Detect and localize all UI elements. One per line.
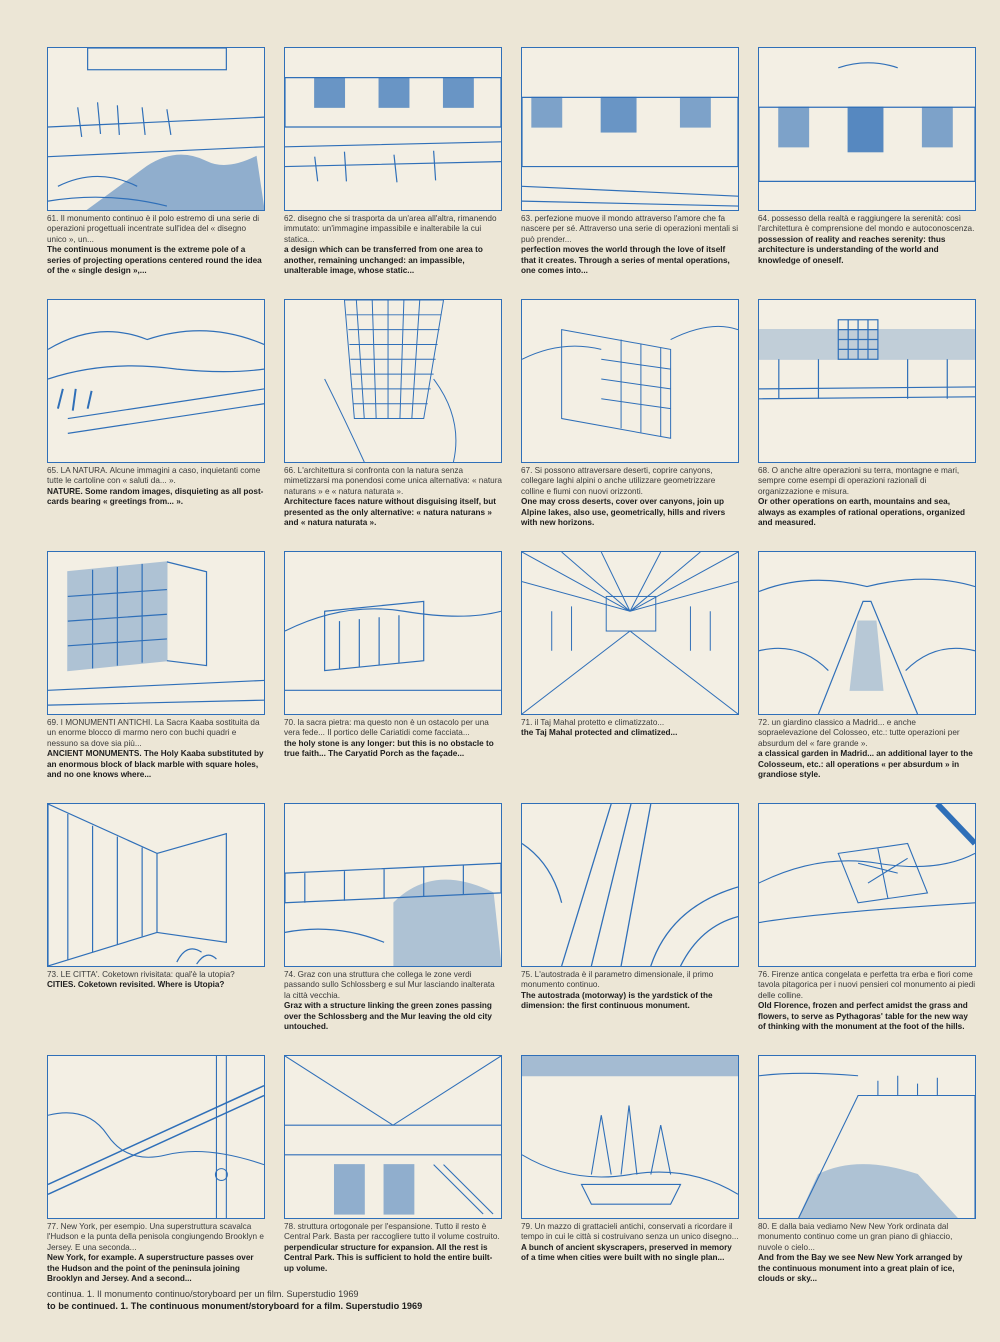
panel-61-italian: 61. Il monumento continuo è il polo estremo di una serie di operazioni progettuali incentrate sull'idea del « disegno unico », un... xyxy=(47,214,260,244)
panel-80-italian: 80. E dalla baia vediamo New New York ordinata dal monumento continuo come un gran piano di ghiaccio, nuvole o cielo... xyxy=(758,1222,953,1252)
panel-62-italian: 62. disegno che si trasporta da un'area all'altra, rimanendo immutato: un'immagine impassibile e inalterabile la cui statica... xyxy=(284,214,497,244)
panel-79-drawing xyxy=(521,1055,739,1219)
panel-63 xyxy=(521,47,739,299)
panel-71 xyxy=(521,551,739,803)
panel-76-drawing xyxy=(758,803,976,967)
panel-63-italian: 63. perfezione muove il mondo attraverso l'amore che fa nascere per sé. Attraverso una serie di operazioni mentali si può prender... xyxy=(521,214,739,244)
panel-61-drawing xyxy=(47,47,265,211)
panel-70-english: the holy stone is any longer: but this is no obstacle to true faith... The Caryatid Porch as the façade... xyxy=(284,738,494,759)
panel-74-drawing xyxy=(284,803,502,967)
panel-76-italian: 76. Firenze antica congelata e perfetta tra erba e fiori come tavola pitagorica per i nuovi pensieri col monumento ai piedi delle colline. xyxy=(758,970,976,1000)
panel-67-drawing xyxy=(521,299,739,463)
panel-63-english: perfection moves the world through the love of itself that it creates. Through a series of mental operations, one comes into... xyxy=(521,245,730,276)
panel-77-italian: 77. New York, per esempio. Una superstruttura scavalca l'Hudson e la punta della penisola congiungendo Brooklyn e Jersey. E una seconda... xyxy=(47,1222,264,1252)
panel-75-italian: 75. L'autostrada è il parametro dimensionale, il primo monumento continuo. xyxy=(521,970,714,990)
footer-caption xyxy=(47,1289,422,1312)
panel-69-english: ANCIENT MONUMENTS. The Holy Kaaba substituted by an enormous block of black marble with square holes, and no one knows where... xyxy=(47,749,264,780)
panel-75-english: The autostrada (motorway) is the yardstick of the dimension: the first continuous monument. xyxy=(521,990,713,1011)
panel-77-drawing xyxy=(47,1055,265,1219)
footer-italian: continua. 1. Il monumento continuo/storyboard per un film. Superstudio 1969 xyxy=(47,1289,359,1299)
panel-77-english: New York, for example. A superstructure passes over the Hudson and the point of the peninsula joining Brooklyn and Jersey. And a second... xyxy=(47,1253,254,1284)
panel-64-drawing xyxy=(758,47,976,211)
panel-72-english: a classical garden in Madrid... an additional layer to the Colosseum, etc.: all operations « per absurdum » in grandiose style. xyxy=(758,749,973,780)
panel-79 xyxy=(521,1055,739,1307)
panel-65-drawing xyxy=(47,299,265,463)
panel-67-english: One may cross deserts, cover over canyons, join up Alpine lakes, also use, geometrically, hills and rivers with new horizons. xyxy=(521,497,726,528)
panel-77 xyxy=(47,1055,265,1307)
panel-71-english: the Taj Mahal protected and climatized... xyxy=(521,728,678,738)
panel-78-drawing xyxy=(284,1055,502,1219)
panel-68-italian: 68. O anche altre operazioni su terra, montagne e mari, sempre come esempi di operazioni razionali di organizzazione e misura. xyxy=(758,466,960,496)
panel-69-drawing xyxy=(47,551,265,715)
panel-72-drawing xyxy=(758,551,976,715)
panel-80-english: And from the Bay we see New New York arranged by the continuous monument into a great plain of ice, clouds or sky... xyxy=(758,1253,963,1284)
panel-64-english: possession of reality and reaches serenity: thus architecture is understanding of the world and knowledge of oneself. xyxy=(758,234,946,265)
panel-62-drawing xyxy=(284,47,502,211)
panel-68-english: Or other operations on earth, mountains and sea, always as examples of rational operations, organized and measured. xyxy=(758,497,966,528)
panel-80-drawing xyxy=(758,1055,976,1219)
panel-67 xyxy=(521,299,739,551)
panel-76-english: Old Florence, frozen and perfect amidst the grass and flowers, to serve as Pythagoras' table for the new way of thinking with the monument at the foot of the hills. xyxy=(758,1001,968,1032)
panel-71-drawing xyxy=(521,551,739,715)
panel-76 xyxy=(758,803,976,1055)
footer-english: to be continued. 1. The continuous monument/storyboard for a film. Superstudio 1969 xyxy=(47,1300,423,1311)
panel-68-drawing xyxy=(758,299,976,463)
panel-69-italian: 69. I MONUMENTI ANTICHI. La Sacra Kaaba sostituita da un enorme blocco di marmo nero con buchi quadri e nessuno sa dove sia più... xyxy=(47,718,260,748)
panel-64-italian: 64. possesso della realtà e raggiungere la serenità: così l'architettura è comprensione del mondo e autoconoscenza. xyxy=(758,214,975,234)
panel-69 xyxy=(47,551,265,803)
panel-63-drawing xyxy=(521,47,739,211)
panel-70-drawing xyxy=(284,551,502,715)
panel-74 xyxy=(284,803,502,1055)
panel-67-italian: 67. Si possono attraversare deserti, coprire canyons, collegare laghi alpini o anche utilizzare geometrizzare colline e fiumi con nuovi orizzonti. xyxy=(521,466,716,496)
panel-73 xyxy=(47,803,265,1055)
panel-66-italian: 66. L'architettura si confronta con la natura senza mimetizzarsi ma ponendosi come unica alternativa: « natura naturans » e « natura naturata ». xyxy=(284,466,502,496)
panel-73-italian: 73. LE CITTA'. Coketown rivisitata: qual'è la utopia? xyxy=(47,970,235,979)
panel-73-english: CITIES. Coketown revisited. Where is Utopia? xyxy=(47,980,225,990)
panel-74-english: Graz with a structure linking the green zones passing over the Schlossberg and the Mur leaving the old city untouched. xyxy=(284,1001,492,1032)
panel-65-english: NATURE. Some random images, disquieting as all post-cards bearing « greetings from... ». xyxy=(47,486,264,507)
storyboard-grid xyxy=(47,47,977,1307)
panel-75 xyxy=(521,803,739,1055)
panel-62 xyxy=(284,47,502,299)
panel-73-drawing xyxy=(47,803,265,967)
panel-72-italian: 72. un giardino classico a Madrid... e anche sopraelevazione del Colosseo, etc.: tutte operazioni per absurdum del « fare grande ». xyxy=(758,718,960,748)
panel-72 xyxy=(758,551,976,803)
panel-64 xyxy=(758,47,976,299)
panel-66-english: Architecture faces nature without disguising itself, but presented as the only alternative: « natura naturans » and « natura naturata ». xyxy=(284,497,496,528)
panel-61-english: The continuous monument is the extreme pole of a series of projecting operations centered round the idea of the « single design »,... xyxy=(47,245,262,276)
panel-65-italian: 65. LA NATURA. Alcune immagini a caso, inquietanti come tutte le cartoline con « saluti da... ». xyxy=(47,466,261,486)
panel-66 xyxy=(284,299,502,551)
panel-79-english: A bunch of ancient skyscrapers, preserved in memory of a time when cities were built with no single plan... xyxy=(521,1242,732,1263)
panel-68 xyxy=(758,299,976,551)
panel-62-english: a design which can be transferred from one area to another, remaining unchanged: an impassible, unalterable image, whose static... xyxy=(284,245,483,276)
panel-70 xyxy=(284,551,502,803)
panel-75-drawing xyxy=(521,803,739,967)
panel-80 xyxy=(758,1055,976,1307)
panel-74-italian: 74. Graz con una struttura che collega le zone verdi passando sullo Schlossberg e sul Mur lasciando inalterata la città vecchia. xyxy=(284,970,495,1000)
panel-61 xyxy=(47,47,265,299)
panel-70-italian: 70. la sacra pietra: ma questo non è un ostacolo per una vera fede... Il portico delle Cariatidi come facciata... xyxy=(284,718,489,738)
panel-66-drawing xyxy=(284,299,502,463)
panel-78-english: perpendicular structure for expansion. All the rest is Central Park. This is sufficient to hold the entire built-up volume. xyxy=(284,1242,493,1273)
panel-79-italian: 79. Un mazzo di grattacieli antichi, conservati a ricordare il tempo in cui le città si costruivano senza un unico disegno... xyxy=(521,1222,739,1242)
panel-65 xyxy=(47,299,265,551)
panel-78-italian: 78. struttura ortogonale per l'espansione. Tutto il resto è Central Park. Basta per raccogliere tutto il volume costruito. xyxy=(284,1222,500,1242)
panel-71-italian: 71. il Taj Mahal protetto e climatizzato... xyxy=(521,718,665,727)
panel-78 xyxy=(284,1055,502,1307)
